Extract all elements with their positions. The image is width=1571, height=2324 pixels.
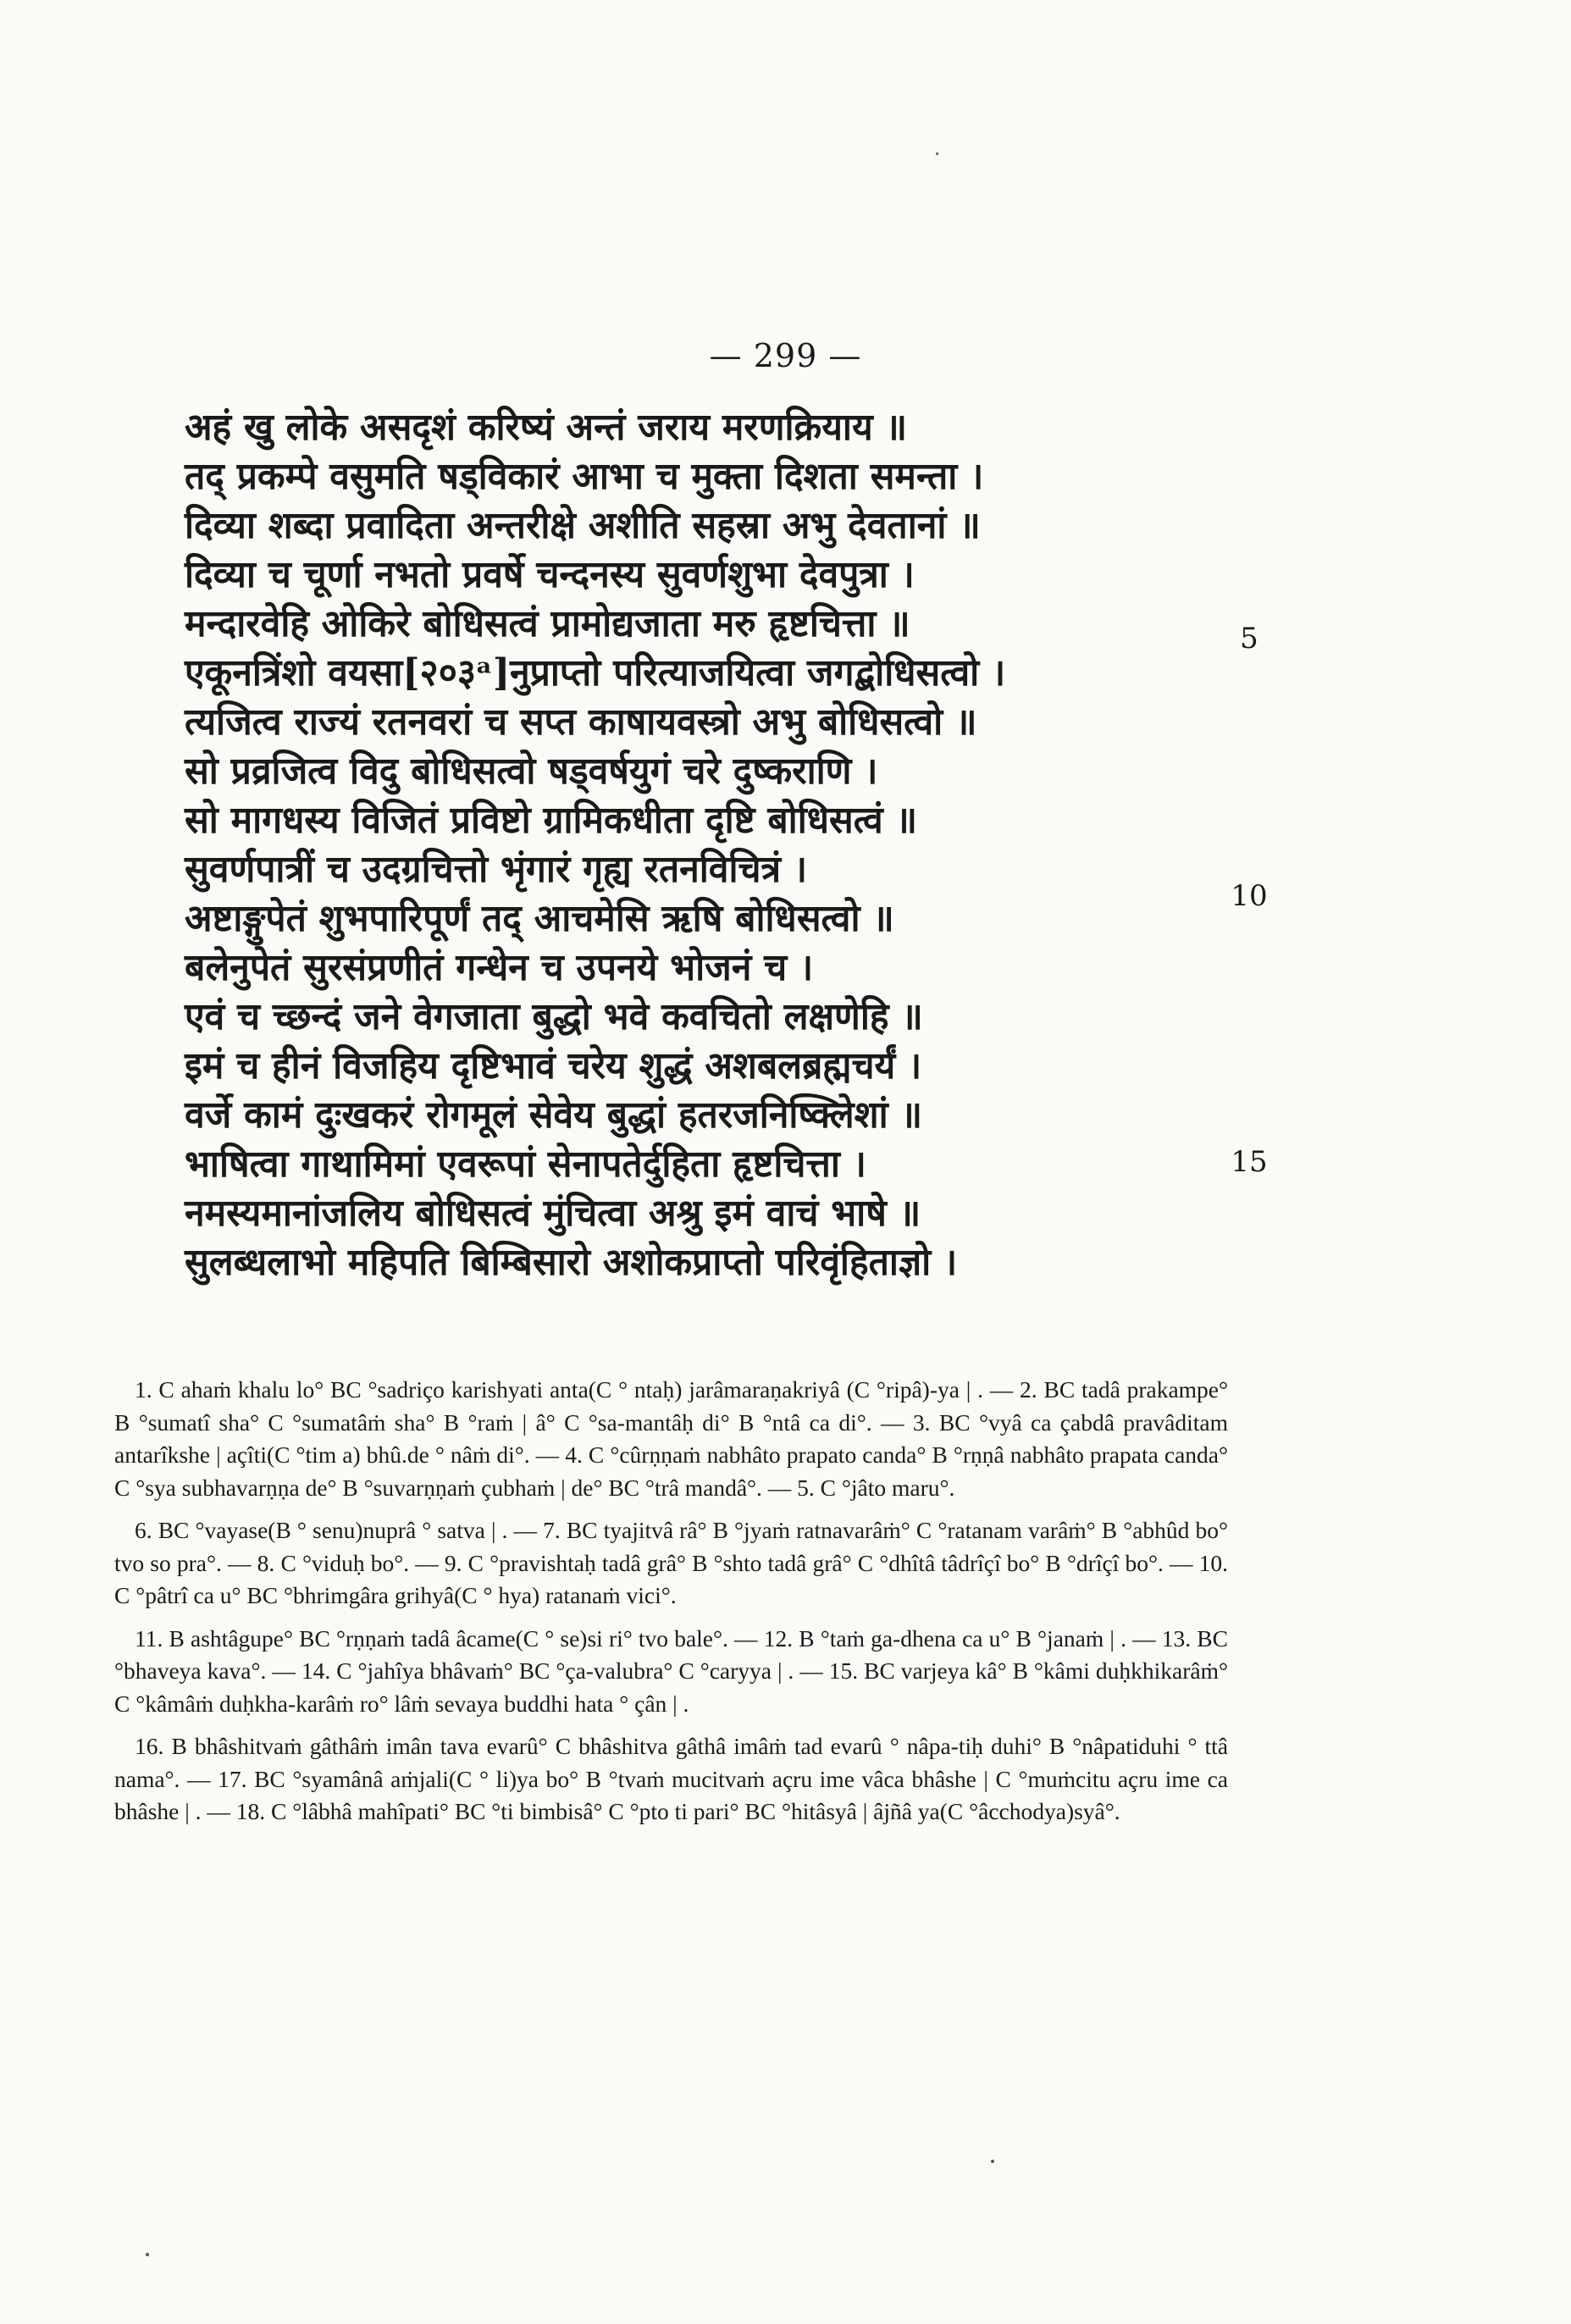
page-number: — 299 —	[709, 337, 862, 374]
verse-line: त्यजित्व राज्यं रतनवरां च सप्त काषायवस्त्रो अभु बोधिसत्वो ॥	[185, 700, 977, 744]
verse-line: नमस्यमानांजलिय बोधिसत्वं मुंचित्वा अश्रु इमं वाचं भाषे ॥	[185, 1192, 921, 1235]
verse-line: वर्जे कामं दुःखकरं रोगमूलं सेवेय बुद्धां हतरजनिष्क्लिेशां ॥	[185, 1093, 922, 1137]
paper-speck	[991, 2160, 994, 2163]
verse-line: एवं च च्छन्दं जने वेगजाता बुद्धो भवे कवचितो लक्षणेहि ॥	[185, 995, 923, 1038]
verse-line: एकूनत्रिंशो वयसा[२०३ᵃ]नुप्राप्तो परित्याजयित्वा जगद्बोधिसत्वो ।	[185, 651, 1006, 694]
verse-line: भाषित्वा गाथामिमां एवरूपां सेनापतेर्दुहिता हृष्टचित्ता ।	[185, 1143, 866, 1186]
verse-line: इमं च हीनं विजहिय दृष्टिभावं चरेय शुद्धं अशबलब्रह्मचर्यं ।	[185, 1044, 922, 1087]
line-number-10: 10	[1231, 879, 1268, 913]
footnote-paragraph: 6. BC °vayase(B ° senu)nuprâ ° satva | . — 7. BC tyajitvâ râ° B °jyaṁ ratnavarâṁ° C °ratanam varâṁ° B °abhûd bo° tvo so pra°. — 8. C °viduḥ bo°. — 9. C °pravishtaḥ tadâ grâ° B °shto tadâ grâ° C °dhîtâ tâdrîçî bo° B °drîçî bo°. — 10. C °pâtrî ca u° BC °bhrimgâra grihyâ(C ° hya) ratanaṁ vici°.	[114, 1517, 1228, 1608]
verse-line: दिव्या शब्दा प्रवादिता अन्तरीक्षे अशीति सहस्रा अभु देवतानां ॥	[185, 504, 981, 547]
footnotes	[114, 1374, 1228, 1839]
verse-line: बलेनुपेतं सुरसंप्रणीतं गन्धेन च उपनये भोजनं च ।	[185, 946, 814, 989]
verse-line: सुवर्णपात्रीं च उदग्रचित्तो भृंगारं गृह्य रतनविचित्रं ।	[185, 848, 808, 891]
line-number-5: 5	[1240, 622, 1258, 656]
paper-speck	[146, 2253, 149, 2256]
verse-line: अहं खु लोके असदृशं करिष्यं अन्तं जराय मरणक्रियाय ॥	[185, 406, 907, 449]
footnote-paragraph: 16. B bhâshitvaṁ gâthâṁ imân tava evarû° C bhâshitva gâthâ imâṁ tad evarû ° nâpa-tiḥ duhi° B °nâpatiduhi ° ttâ nama°. — 17. BC °syamânâ aṁjali(C ° li)ya bo° B °tvaṁ mucitvaṁ açru ime vâca bhâshe | C °muṁcitu açru ime ca bhâshe | . — 18. C °lâbhâ mahîpati° BC °ti bimbisâ° C °pto ti pari° BC °hitâsyâ | âjñâ ya(C °âcchodya)syâ°.	[114, 1733, 1228, 1824]
footnote-paragraph: 1. C ahaṁ khalu lo° BC °sadriço karishyati anta(C ° ntaḥ) jarâmaraṇakriyâ (C °ripâ)-ya | . — 2. BC tadâ prakampe° B °sumatî sha° C °sumatâṁ sha° B °raṁ | â° C °sa-mantâḥ di° B °ntâ ca di°. — 3. BC °vyâ ca çabdâ pravâditam antarîkshe | açîti(C °tim a) bhû.de ° nâṁ di°. — 4. C °cûrṇṇaṁ nabhâto prapato canda° B °rṇṇâ nabhâto prapata canda° C °sya subhavarṇṇa de° B °suvarṇṇaṁ çubhaṁ | de° BC °trâ mandâ°. — 5. C °jâto maru°.	[114, 1376, 1228, 1501]
paper-speck	[936, 152, 938, 155]
verse-line: मन्दारवेहि ओकिरे बोधिसत्वं प्रामोद्यजाता मरु हृष्टचित्ता ॥	[185, 602, 910, 645]
footnote-paragraph: 11. B ashtâgupe° BC °rṇṇaṁ tadâ âcame(C ° se)si ri° tvo bale°. — 12. B °taṁ ga-dhena ca u° B °janaṁ | . — 13. BC °bhaveya kava°. — 14. C °jahîya bhâvaṁ° BC °ça-valubra° C °caryya | . — 15. BC varjeya kâ° B °kâmi duḥkhikarâṁ° C °kâmâṁ duḥkha-karâṁ ro° lâṁ sevaya buddhi hata ° çân | .	[114, 1624, 1228, 1717]
line-number-15: 15	[1231, 1145, 1268, 1179]
verse-line: सो प्रव्रजित्व विदु बोधिसत्वो षड्वर्षयुगं चरे दुष्कराणि ।	[185, 750, 878, 793]
verse-line: अष्टाङ्गुपेतं शुभपारिपूर्णं तद् आचमेसि ऋषि बोधिसत्वो ॥	[185, 897, 894, 940]
verse-line: तद् प्रकम्पे वसुमति षड्विकारं आभा च मुक्ता दिशता समन्ता ।	[185, 455, 984, 498]
verse-line: सो मागधस्य विजितं प्रविष्टो ग्रामिकधीता दृष्टि बोधिसत्वं ॥	[185, 799, 917, 842]
verse-line: दिव्या च चूर्णा नभतो प्रवर्षे चन्दनस्य सुवर्णशुभा देवपुत्रा ।	[185, 553, 915, 596]
verse-block	[185, 403, 1235, 1287]
verse-line: सुलब्धलाभो महिपति बिम्बिसारो अशोकप्राप्तो परिवृंहिताज्ञो ।	[185, 1241, 958, 1284]
